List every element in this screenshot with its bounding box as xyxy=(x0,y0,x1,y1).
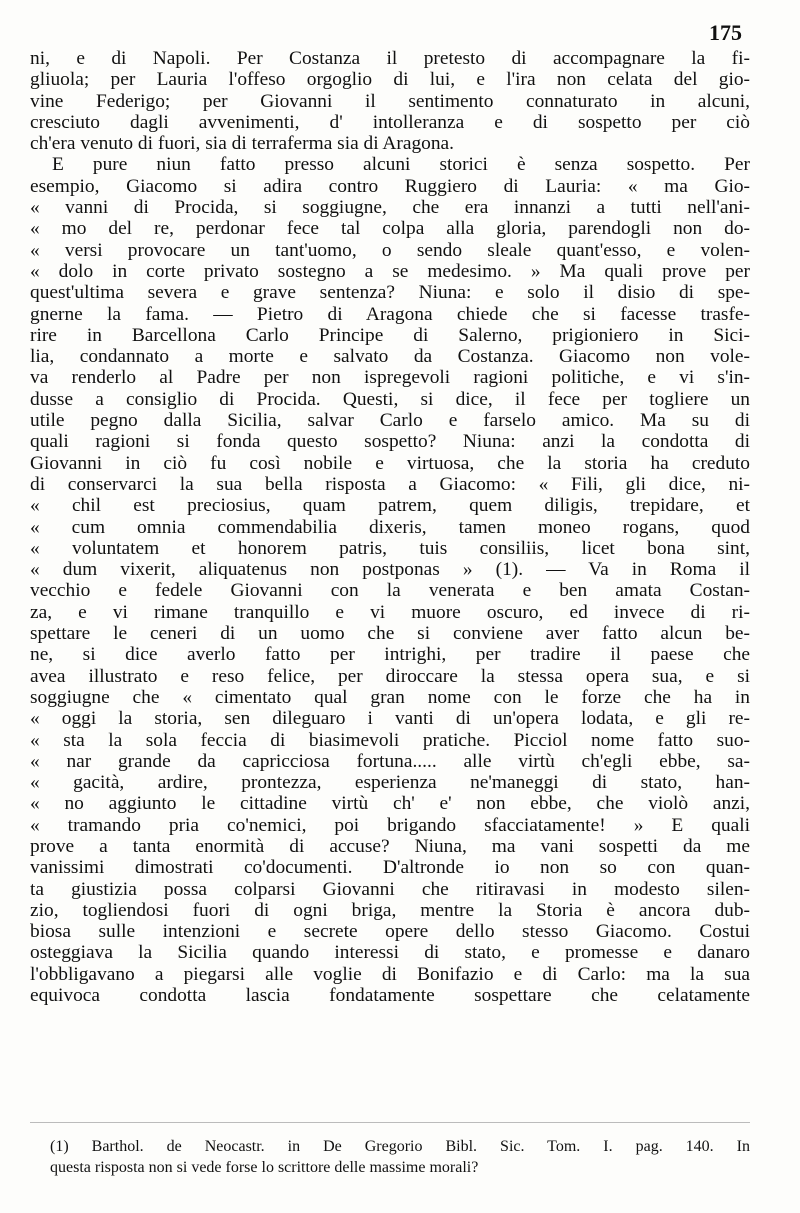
text-line: vine Federigo; per Giovanni il sentimento connaturato in alcuni, xyxy=(30,90,750,112)
text-line: soggiugne che « cimentato qual gran nome con le forze che ha in xyxy=(30,686,750,708)
text-line: « tramando pria co'nemici, poi brigando sfacciatamente! » E quali xyxy=(30,814,750,836)
text-line: prove a tanta enormità di accuse? Niuna, ma vani sospetti da me xyxy=(30,835,750,857)
text-line: « cum omnia commendabilia dixeris, tamen moneo rogans, quod xyxy=(30,516,750,538)
text-line: dusse a consiglio di Procida. Questi, si dice, il fece per togliere un xyxy=(30,388,750,410)
footnote xyxy=(50,1136,750,1178)
text-line: vanissimi dimostrati co'documenti. D'altronde io non so con quan- xyxy=(30,857,750,879)
text-line: ta giustizia possa colparsi Giovanni che ritiravasi in modesto silen- xyxy=(30,878,750,900)
text-line: gnerne la fama. — Pietro di Aragona chiede che si facesse trasfe- xyxy=(30,303,750,325)
footnote-line: questa risposta non si vede forse lo scrittore delle massime morali? xyxy=(50,1159,479,1176)
text-line: equivoca condotta lascia fondatamente sospettare che celatamente xyxy=(30,985,750,1007)
text-line: spettare le ceneri di un uomo che si conviene aver fatto alcun be- xyxy=(30,623,750,645)
text-line: « dolo in corte privato sostegno a se medesimo. » Ma quali prove per xyxy=(30,260,750,282)
text-line: avea illustrato e reso felice, per diroccare la stessa opera sua, e si xyxy=(30,665,750,687)
text-line: « mo del re, perdonar fece tal colpa alla gloria, parendogli non do- xyxy=(30,218,750,240)
text-line: vecchio e fedele Giovanni con la venerata e ben amata Costan- xyxy=(30,580,750,602)
text-line: ch'era venuto di fuori, sia di terraferma sia di Aragona. xyxy=(30,133,454,155)
text-line: « no aggiunto le cittadine virtù ch' e' non ebbe, che violò anzi, xyxy=(30,793,750,815)
page-number: 175 xyxy=(709,20,742,45)
text-line: ni, e di Napoli. Per Costanza il pretesto di accompagnare la fi- xyxy=(30,48,750,69)
text-line: cresciuto dagli avvenimenti, d' intolleranza e di sospetto per ciò xyxy=(30,111,750,133)
text-line: quest'ultima severa e grave sentenza? Niuna: e solo il disio di spe- xyxy=(30,282,750,304)
text-line: quali ragioni si fonda questo sospetto? Niuna: anzi la condotta di xyxy=(30,431,750,453)
text-line: « voluntatem et honorem patris, tuis consiliis, licet bona sint, xyxy=(30,537,750,559)
text-line: « oggi la storia, sen dileguaro i vanti di un'opera lodata, e gli re- xyxy=(30,708,750,730)
text-line: lia, condannato a morte e salvato da Costanza. Giacomo non vole- xyxy=(30,346,750,368)
text-line: va renderlo al Padre per non ispregevoli ragioni politiche, e vi s'in- xyxy=(30,367,750,389)
text-line: « gacità, ardire, prontezza, esperienza ne'maneggi di stato, han- xyxy=(30,772,750,794)
text-line: esempio, Giacomo si adira contro Ruggiero di Lauria: « ma Gio- xyxy=(30,175,750,197)
text-line: « versi provocare un tant'uomo, o sendo sleale quant'esso, e volen- xyxy=(30,239,750,261)
text-line: gliuola; per Lauria l'offeso orgoglio di lui, e l'ira non celata del gio- xyxy=(30,69,750,91)
text-line: « chil est preciosius, quam patrem, quem diligis, trepidare, et xyxy=(30,495,750,517)
text-line: zio, togliendosi fuori di ogni briga, mentre la Storia è ancora dub- xyxy=(30,899,750,921)
text-line: « vanni di Procida, si soggiugne, che era innanzi a tutti nell'ani- xyxy=(30,197,750,219)
text-line: « dum vixerit, aliquatenus non postponas » (1). — Va in Roma il xyxy=(30,559,750,581)
text-line: « nar grande da capricciosa fortuna..... alle virtù ch'egli ebbe, sa- xyxy=(30,750,750,772)
text-line: E pure niun fatto presso alcuni storici è senza sospetto. Per xyxy=(52,154,750,176)
text-line: utile pegno dalla Sicilia, salvar Carlo e farselo amico. Ma su di xyxy=(30,410,750,432)
text-line: rire in Barcellona Carlo Principe di Salerno, prigioniero in Sici- xyxy=(30,324,750,346)
text-line: Giovanni in ciò fu così nobile e virtuosa, che la storia ha creduto xyxy=(30,452,750,474)
text-line: l'obbligavano a piegarsi alle voglie di Bonifazio e di Carlo: ma la sua xyxy=(30,963,750,985)
text-line: ne, si dice averlo fatto per intrighi, per tradire il paese che xyxy=(30,644,750,666)
text-line: za, e vi rimane tranquillo e vi muore oscuro, ed invece di ri- xyxy=(30,601,750,623)
text-line: « sta la sola feccia di biasimevoli pratiche. Picciol nome fatto suo- xyxy=(30,729,750,751)
text-line: di conservarci la sua bella risposta a Giacomo: « Fili, gli dice, ni- xyxy=(30,473,750,495)
text-line: osteggiava la Sicilia quando interessi di stato, e promesse e danaro xyxy=(30,942,750,964)
body-text xyxy=(30,48,750,1006)
footnote-line: (1) Barthol. de Neocastr. in De Gregorio Bibl. Sic. Tom. I. pag. 140. In xyxy=(50,1138,750,1155)
text-line: biosa sulle intenzioni e secrete opere dello stesso Giacomo. Costui xyxy=(30,921,750,943)
footnote-divider xyxy=(30,1122,750,1123)
